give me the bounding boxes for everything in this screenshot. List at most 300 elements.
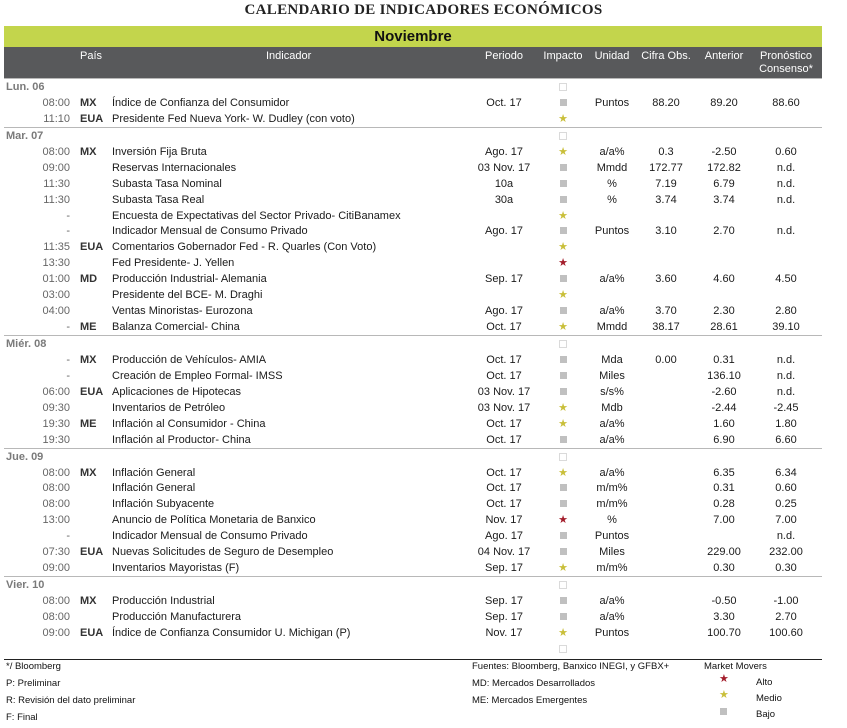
time-cell: 08:00: [42, 482, 70, 495]
forecast-cell: n.d.: [776, 177, 796, 190]
unit-cell: m/m%: [596, 482, 628, 495]
indicator-cell: Producción Industrial- Alemania: [112, 273, 267, 286]
obs-cell: 3.60: [655, 273, 677, 286]
unit-cell: Miles: [599, 546, 625, 559]
note-final: F: Final: [6, 712, 38, 723]
bajo-square-icon: [560, 164, 567, 171]
indicator-cell: Inventarios Mayoristas (F): [112, 562, 240, 575]
impact-cell: [550, 368, 576, 384]
country-cell: EUA: [80, 546, 104, 559]
forecast-cell: 0.60: [775, 145, 797, 158]
time-cell: -: [66, 353, 70, 366]
indicator-cell: Subasta Tasa Nominal: [112, 177, 222, 190]
unit-cell: Puntos: [594, 96, 630, 109]
period-cell: Ago. 17: [485, 530, 523, 543]
period-cell: Sep. 17: [485, 610, 523, 623]
indicator-cell: Inventarios de Petróleo: [112, 401, 226, 414]
impact-cell: [550, 480, 576, 496]
period-cell: Ago. 17: [485, 145, 523, 158]
period-cell: Nov. 17: [485, 514, 523, 527]
bajo-square-icon: [560, 500, 567, 507]
forecast-cell: 0.25: [775, 498, 797, 511]
medio-star-icon: ★: [558, 241, 568, 254]
time-cell: 13:00: [42, 514, 70, 527]
period-cell: Sep. 17: [485, 595, 523, 607]
forecast-cell: 2.70: [775, 610, 797, 623]
unit-cell: a/a%: [599, 145, 625, 158]
prev-cell: 2.70: [713, 225, 735, 238]
period-cell: Sep. 17: [485, 273, 523, 286]
unit-cell: a/a%: [599, 466, 625, 479]
impact-cell: [550, 352, 576, 368]
prev-cell: -0.50: [711, 595, 737, 607]
impact-cell: [550, 432, 576, 448]
md-note: MD: Mercados Desarrollados: [472, 678, 596, 689]
impact-cell: [550, 625, 576, 641]
table-row: [4, 496, 822, 512]
prev-cell: -2.60: [711, 385, 737, 398]
bajo-square-icon: [560, 597, 567, 604]
day-row: [4, 448, 822, 465]
country-cell: ME: [80, 417, 97, 430]
day-label: Jue. 09: [6, 450, 44, 463]
table-row: [4, 625, 822, 641]
prev-cell: 0.28: [713, 498, 735, 511]
time-cell: 08:00: [42, 498, 70, 511]
unit-cell: a/a%: [599, 433, 625, 446]
indicator-cell: Reservas Internacionales: [112, 161, 237, 174]
forecast-cell: n.d.: [776, 225, 796, 238]
impact-cell: [550, 271, 576, 287]
obs-cell: 3.10: [655, 225, 677, 238]
time-cell: 13:30: [42, 257, 70, 270]
medio-star-icon: ★: [558, 145, 568, 158]
bajo-square-icon: [560, 436, 567, 443]
col-cifra: Cifra Obs.: [641, 50, 691, 62]
country-cell: MX: [80, 595, 97, 607]
col-impacto: Impacto: [543, 50, 583, 62]
impact-cell: [550, 336, 576, 353]
impact-cell: [550, 160, 576, 176]
prev-cell: -2.50: [711, 145, 737, 158]
forecast-cell: 7.00: [775, 514, 797, 527]
bajo-square-icon: [560, 227, 567, 234]
bajo-square-icon: [560, 388, 567, 395]
unit-cell: Puntos: [594, 626, 630, 639]
bajo-square-icon: [560, 180, 567, 187]
table-row: [4, 111, 822, 127]
col-anterior: Anterior: [704, 50, 744, 62]
prev-cell: 136.10: [707, 369, 741, 382]
bajo-square-icon: [560, 307, 567, 314]
forecast-cell: 39.10: [772, 321, 800, 334]
table-row: [4, 368, 822, 384]
medio-star-icon: ★: [719, 689, 729, 701]
time-cell: 09:30: [42, 401, 70, 414]
prev-cell: 7.00: [713, 514, 735, 527]
forecast-cell: 0.30: [775, 562, 797, 575]
me-note: ME: Mercados Emergentes: [472, 695, 588, 706]
period-cell: 03 Nov. 17: [477, 385, 531, 398]
note-bloomberg: */ Bloomberg: [6, 661, 61, 672]
indicator-cell: Nuevas Solicitudes de Seguro de Desempleo: [112, 546, 334, 559]
table-row: [4, 160, 822, 176]
bajo-square-icon: [560, 613, 567, 620]
legend-medio-label: Medio: [756, 693, 782, 704]
bajo-square-icon: [560, 275, 567, 282]
time-cell: 08:00: [42, 145, 70, 158]
impact-cell: [550, 528, 576, 544]
unit-cell: a/a%: [599, 417, 625, 430]
table-row: [4, 416, 822, 432]
country-cell: MX: [80, 145, 97, 158]
indicator-cell: Indicador Mensual de Consumo Privado: [112, 530, 308, 543]
time-cell: 08:00: [42, 595, 70, 607]
prev-cell: 0.30: [713, 562, 735, 575]
forecast-cell: 232.00: [769, 546, 803, 559]
col-indicador: Indicador: [266, 50, 312, 62]
forecast-cell: 0.60: [775, 482, 797, 495]
period-cell: Oct. 17: [486, 482, 522, 495]
unit-cell: %: [607, 177, 617, 190]
impact-cell: [550, 512, 576, 528]
day-label: Mar. 07: [6, 129, 44, 142]
forecast-cell: 4.50: [775, 273, 797, 286]
time-cell: -: [66, 369, 70, 382]
day-row: [4, 127, 822, 144]
medio-star-icon: ★: [558, 562, 568, 575]
medio-star-icon: ★: [558, 209, 568, 222]
obs-cell: 3.70: [655, 305, 677, 318]
time-cell: 19:30: [42, 433, 70, 446]
indicator-cell: Balanza Comercial- China: [112, 321, 240, 334]
unit-cell: Mmdd: [596, 161, 628, 174]
country-cell: EUA: [80, 241, 104, 254]
table-row: [4, 208, 822, 224]
impact-cell: [550, 609, 576, 625]
indicator-cell: Producción de Vehículos- AMIA: [112, 353, 267, 366]
indicator-cell: Inflación Subyacente: [112, 498, 215, 511]
time-cell: 08:00: [42, 466, 70, 479]
bajo-square-icon: [720, 708, 727, 715]
prev-cell: 6.90: [713, 433, 735, 446]
unit-cell: a/a%: [599, 595, 625, 607]
impact-cell: [550, 560, 576, 576]
time-cell: 19:30: [42, 417, 70, 430]
table-row: [4, 319, 822, 335]
table-row: [4, 95, 822, 111]
sources-text: Fuentes: Bloomberg, Banxico INEGI, y GFBX+: [472, 661, 670, 672]
prev-cell: 6.35: [713, 466, 735, 479]
footer-notes: [6, 661, 135, 724]
forecast-cell: 100.60: [769, 626, 803, 639]
alto-star-icon: ★: [719, 673, 729, 685]
period-cell: Oct. 17: [486, 498, 522, 511]
period-cell: Ago. 17: [485, 225, 523, 238]
col-pronostico-line2: Consenso*: [759, 63, 813, 75]
medio-star-icon: ★: [558, 289, 568, 302]
time-cell: 11:30: [43, 193, 70, 206]
forecast-cell: 6.34: [775, 466, 797, 479]
legend-title: Market Movers: [704, 661, 767, 672]
footer-sources: [472, 661, 669, 707]
time-cell: -: [66, 209, 70, 222]
country-cell: MX: [80, 96, 97, 109]
legend-medio: [704, 690, 814, 706]
legend-bajo-label: Bajo: [756, 709, 776, 720]
impact-cell: [550, 192, 576, 208]
unit-cell: a/a%: [599, 610, 625, 623]
period-cell: Oct. 17: [486, 96, 522, 109]
time-cell: 01:00: [42, 273, 70, 286]
period-cell: 03 Nov. 17: [477, 401, 531, 414]
forecast-cell: n.d.: [776, 193, 796, 206]
period-cell: Ago. 17: [485, 305, 523, 318]
indicator-cell: Indicador Mensual de Consumo Privado: [112, 225, 308, 238]
impact-cell: [550, 593, 576, 609]
medio-star-icon: ★: [558, 466, 568, 479]
unit-cell: %: [607, 514, 617, 527]
indicator-cell: Fed Presidente- J. Yellen: [112, 257, 235, 270]
indicator-cell: Inflación al Productor- China: [112, 433, 251, 446]
unit-cell: a/a%: [599, 273, 625, 286]
period-cell: Oct. 17: [486, 353, 522, 366]
table-row: [4, 352, 822, 368]
period-cell: Oct. 17: [486, 466, 522, 479]
table-row: [4, 271, 822, 287]
impact-cell: [550, 384, 576, 400]
unit-cell: Miles: [599, 369, 625, 382]
period-cell: 03 Nov. 17: [477, 161, 531, 174]
forecast-cell: n.d.: [776, 161, 796, 174]
table-row: [4, 528, 822, 544]
country-cell: EUA: [80, 626, 104, 639]
day-label: Vier. 10: [6, 579, 45, 592]
day-row: [4, 335, 822, 352]
forecast-cell: n.d.: [776, 385, 796, 398]
impact-cell: [550, 449, 576, 466]
day-row: [4, 576, 822, 593]
prev-cell: 229.00: [707, 546, 741, 559]
prev-cell: 0.31: [713, 353, 735, 366]
unit-cell: a/a%: [599, 305, 625, 318]
indicator-cell: Producción Industrial: [112, 595, 215, 607]
impact-cell: [550, 465, 576, 481]
impact-cell: [550, 255, 576, 271]
medio-star-icon: ★: [558, 112, 568, 125]
forecast-cell: 88.60: [772, 96, 800, 109]
table-row: [4, 384, 822, 400]
unit-cell: m/m%: [596, 498, 628, 511]
forecast-cell: -2.45: [773, 401, 799, 414]
period-cell: 10a: [494, 177, 514, 190]
alto-star-icon: ★: [558, 514, 568, 527]
indicator-cell: Índice de Confianza Consumidor U. Michigan (P): [112, 626, 351, 639]
footer-divider: [4, 659, 822, 660]
impact-cell: [550, 239, 576, 255]
time-cell: -: [66, 530, 70, 543]
unit-cell: Puntos: [594, 530, 630, 543]
medio-star-icon: ★: [558, 626, 568, 639]
forecast-cell: n.d.: [776, 530, 796, 543]
prev-cell: 89.20: [710, 96, 738, 109]
impact-cell: [550, 208, 576, 224]
unit-cell: Mdb: [601, 401, 623, 414]
table-row: [4, 192, 822, 208]
day-label: Lun. 06: [6, 81, 45, 93]
table-row: [4, 303, 822, 319]
period-cell: Sep. 17: [485, 562, 523, 575]
blank-row: [4, 641, 822, 657]
prev-cell: 2.30: [713, 305, 735, 318]
country-cell: EUA: [80, 112, 104, 125]
time-cell: 08:00: [42, 610, 70, 623]
time-cell: 07:30: [42, 546, 70, 559]
impact-cell: [550, 95, 576, 111]
period-cell: Oct. 17: [486, 417, 522, 430]
indicator-cell: Inflación al Consumidor - China: [112, 417, 266, 430]
impact-cell: [550, 577, 576, 594]
impact-cell: [550, 400, 576, 416]
medio-star-icon: ★: [558, 321, 568, 334]
bajo-square-icon: [560, 484, 567, 491]
col-pronostico: [752, 50, 820, 76]
unit-cell: s/s%: [600, 385, 624, 398]
alto-star-icon: ★: [558, 257, 568, 270]
period-cell: Nov. 17: [485, 626, 523, 639]
indicator-cell: Inflación General: [112, 482, 196, 495]
impact-cell: [550, 641, 576, 658]
impact-cell: [550, 144, 576, 160]
prev-cell: 3.74: [713, 193, 735, 206]
impact-cell: [550, 319, 576, 335]
calendar-table: [4, 78, 822, 657]
col-pronostico-line1: Pronóstico: [760, 50, 812, 62]
time-cell: 09:00: [42, 626, 70, 639]
table-row: [4, 465, 822, 481]
indicator-cell: Aplicaciones de Hipotecas: [112, 385, 242, 398]
period-cell: Oct. 17: [486, 433, 522, 446]
empty-box-icon: [559, 340, 567, 348]
bajo-square-icon: [560, 372, 567, 379]
prev-cell: 0.31: [713, 482, 735, 495]
month-banner: Noviembre: [4, 26, 822, 47]
country-cell: EUA: [80, 385, 104, 398]
impact-cell: [550, 176, 576, 192]
table-row: [4, 544, 822, 560]
table-header: [4, 47, 822, 78]
forecast-cell: 6.60: [775, 433, 797, 446]
time-cell: 08:00: [42, 96, 70, 109]
forecast-cell: n.d.: [776, 369, 796, 382]
impact-cell: [550, 287, 576, 303]
period-cell: Oct. 17: [486, 321, 522, 334]
prev-cell: 4.60: [713, 273, 735, 286]
col-unidad: Unidad: [594, 50, 630, 62]
time-cell: 03:00: [42, 289, 70, 302]
table-row: [4, 255, 822, 271]
time-cell: 06:00: [42, 385, 70, 398]
prev-cell: 3.30: [713, 610, 735, 623]
table-row: [4, 560, 822, 576]
unit-cell: %: [607, 193, 617, 206]
indicator-cell: Anuncio de Política Monetaria de Banxico: [112, 514, 316, 527]
prev-cell: 1.60: [713, 417, 735, 430]
empty-box-icon: [559, 132, 567, 140]
indicator-cell: Inversión Fija Bruta: [112, 145, 207, 158]
legend-bajo: [704, 706, 814, 722]
indicator-cell: Subasta Tasa Real: [112, 193, 205, 206]
indicator-cell: Encuesta de Expectativas del Sector Privado- CitiBanamex: [112, 209, 401, 222]
table-row: [4, 400, 822, 416]
time-cell: 11:30: [43, 177, 70, 190]
forecast-cell: n.d.: [776, 353, 796, 366]
table-row: [4, 287, 822, 303]
country-cell: MX: [80, 466, 97, 479]
table-row: [4, 593, 822, 609]
indicator-cell: Índice de Confianza del Consumidor: [112, 96, 290, 109]
impact-cell: [550, 111, 576, 127]
table-row: [4, 512, 822, 528]
indicator-cell: Ventas Minoristas- Eurozona: [112, 305, 253, 318]
obs-cell: 0.3: [658, 145, 674, 158]
indicator-cell: Inflación General: [112, 466, 196, 479]
time-cell: -: [66, 225, 70, 238]
prev-cell: -2.44: [711, 401, 737, 414]
impact-cell: [550, 416, 576, 432]
obs-cell: 88.20: [652, 96, 680, 109]
impact-cell: [550, 544, 576, 560]
note-preliminar: P: Preliminar: [6, 678, 61, 689]
time-cell: 09:00: [42, 562, 70, 575]
indicator-cell: Presidente Fed Nueva York- W. Dudley (con voto): [112, 112, 355, 125]
col-periodo: Periodo: [485, 50, 523, 62]
indicator-cell: Creación de Empleo Formal- IMSS: [112, 369, 283, 382]
empty-box-icon: [559, 83, 567, 91]
unit-cell: Mda: [601, 353, 623, 366]
obs-cell: 38.17: [652, 321, 680, 334]
legend-alto-label: Alto: [756, 677, 773, 688]
time-cell: 11:35: [43, 241, 70, 254]
forecast-cell: -1.00: [773, 595, 799, 607]
impact-cell: [550, 128, 576, 145]
table-row: [4, 223, 822, 239]
unit-cell: Puntos: [594, 225, 630, 238]
country-cell: MD: [80, 273, 98, 286]
page-title: CALENDARIO DE INDICADORES ECONÓMICOS: [244, 2, 603, 18]
table-row: [4, 480, 822, 496]
col-pais: País: [80, 50, 103, 62]
prev-cell: 172.82: [707, 161, 741, 174]
obs-cell: 7.19: [655, 177, 677, 190]
impact-cell: [550, 223, 576, 239]
obs-cell: 0.00: [655, 353, 677, 366]
bajo-square-icon: [560, 356, 567, 363]
obs-cell: 3.74: [655, 193, 677, 206]
period-cell: 04 Nov. 17: [477, 546, 531, 559]
indicator-cell: Producción Manufacturera: [112, 610, 242, 623]
empty-box-icon: [559, 645, 567, 653]
table-row: [4, 432, 822, 448]
obs-cell: 172.77: [649, 161, 683, 174]
table-row: [4, 239, 822, 255]
table-row: [4, 176, 822, 192]
unit-cell: m/m%: [596, 562, 628, 575]
indicator-cell: Comentarios Gobernador Fed - R. Quarles (Con Voto): [112, 241, 377, 254]
indicator-cell: Presidente del BCE- M. Draghi: [112, 289, 263, 302]
forecast-cell: 2.80: [775, 305, 797, 318]
empty-box-icon: [559, 453, 567, 461]
